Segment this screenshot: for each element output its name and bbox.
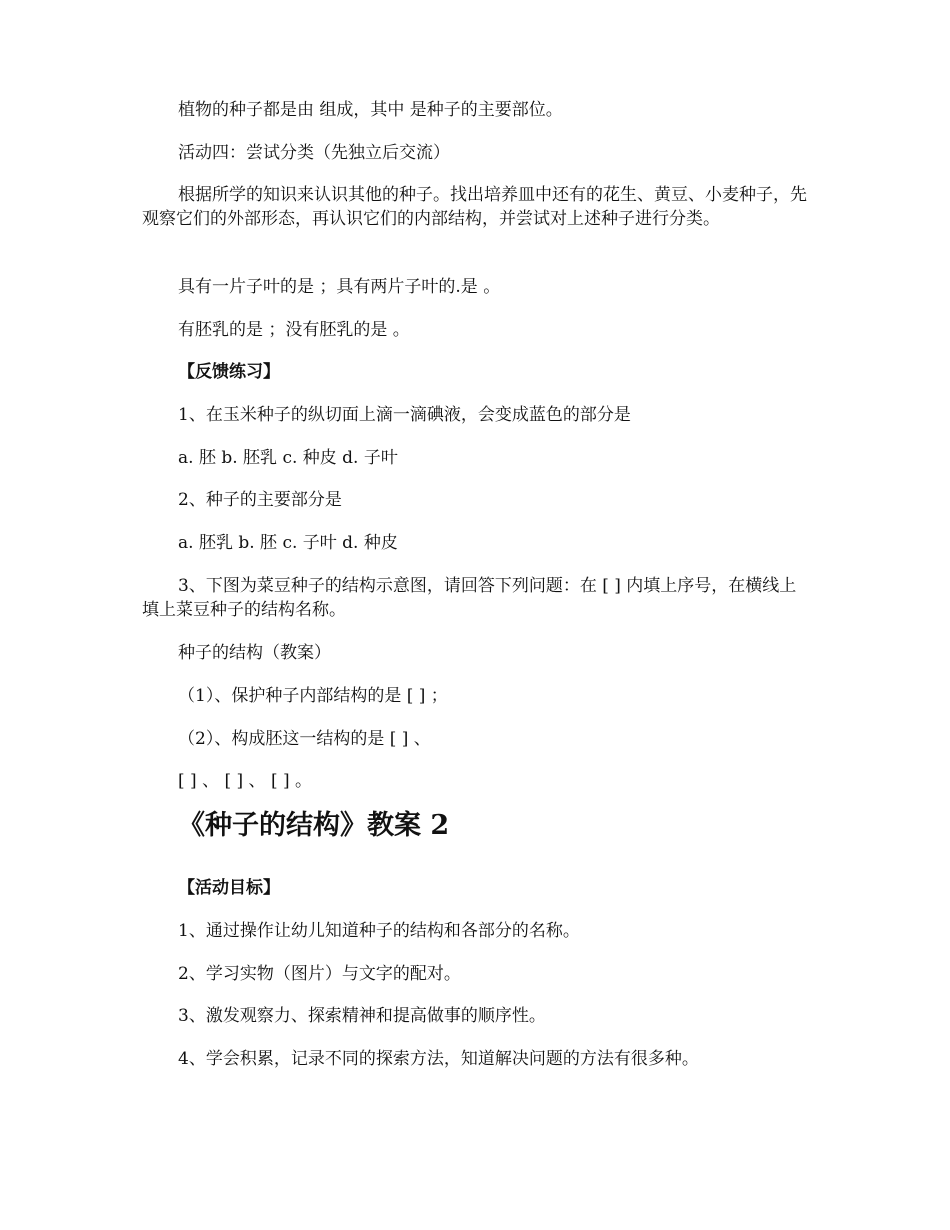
- goal-4: 4、学会积累，记录不同的探索方法，知道解决问题的方法有很多种。: [178, 1049, 699, 1069]
- question-2: 2、种子的主要部分是: [178, 490, 342, 510]
- paragraph-cotyledon-classification: 具有一片子叶的是 ；具有两片子叶的.是 。: [178, 277, 501, 297]
- goal-2: 2、学习实物（图片）与文字的配对。: [178, 964, 461, 984]
- goal-1: 1、通过操作让幼儿知道种子的结构和各部分的名称。: [178, 921, 580, 941]
- question-2-options: a. 胚乳 b. 胚 c. 子叶 d. 种皮: [178, 533, 398, 553]
- activity-goals-label: 【活动目标】: [178, 878, 280, 898]
- question-3-part-2-continued: [ ] 、 [ ] 、 [ ] 。: [178, 771, 313, 791]
- paragraph-identify-seeds: 根据所学的知识来认识其他的种子。找出培养皿中还有的花生、黄豆、小麦种子，先观察它们的外部形态，再认识它们的内部结构，并尝试对上述种子进行分类。: [142, 185, 807, 229]
- question-1: 1、在玉米种子的纵切面上滴一滴碘液，会变成蓝色的部分是: [178, 405, 631, 425]
- paragraph-activity-four: 活动四：尝试分类（先独立后交流）: [178, 143, 450, 163]
- question-3: 3、下图为菜豆种子的结构示意图，请回答下列问题：在 [ ] 内填上序号，在横线上填上菜豆种子的结构名称。: [142, 576, 797, 620]
- subtitle-seed-structure: 种子的结构（教案）: [178, 643, 331, 663]
- question-3-part-1: （1）、保护种子内部结构的是 [ ] ；: [178, 686, 448, 706]
- question-1-options: a. 胚 b. 胚乳 c. 种皮 d. 子叶: [178, 448, 398, 468]
- paragraph-endosperm-classification: 有胚乳的是 ；没有胚乳的是 。: [178, 320, 410, 340]
- lesson-plan-heading: 《种子的结构》教案 2: [178, 810, 450, 841]
- feedback-practice-label: 【反馈练习】: [178, 362, 280, 382]
- question-3-part-2: （2）、构成胚这一结构的是 [ ] 、: [178, 729, 431, 749]
- paragraph-seed-composition: 植物的种子都是由 组成，其中 是种子的主要部位。: [178, 100, 563, 120]
- goal-3: 3、激发观察力、探索精神和提高做事的顺序性。: [178, 1006, 546, 1026]
